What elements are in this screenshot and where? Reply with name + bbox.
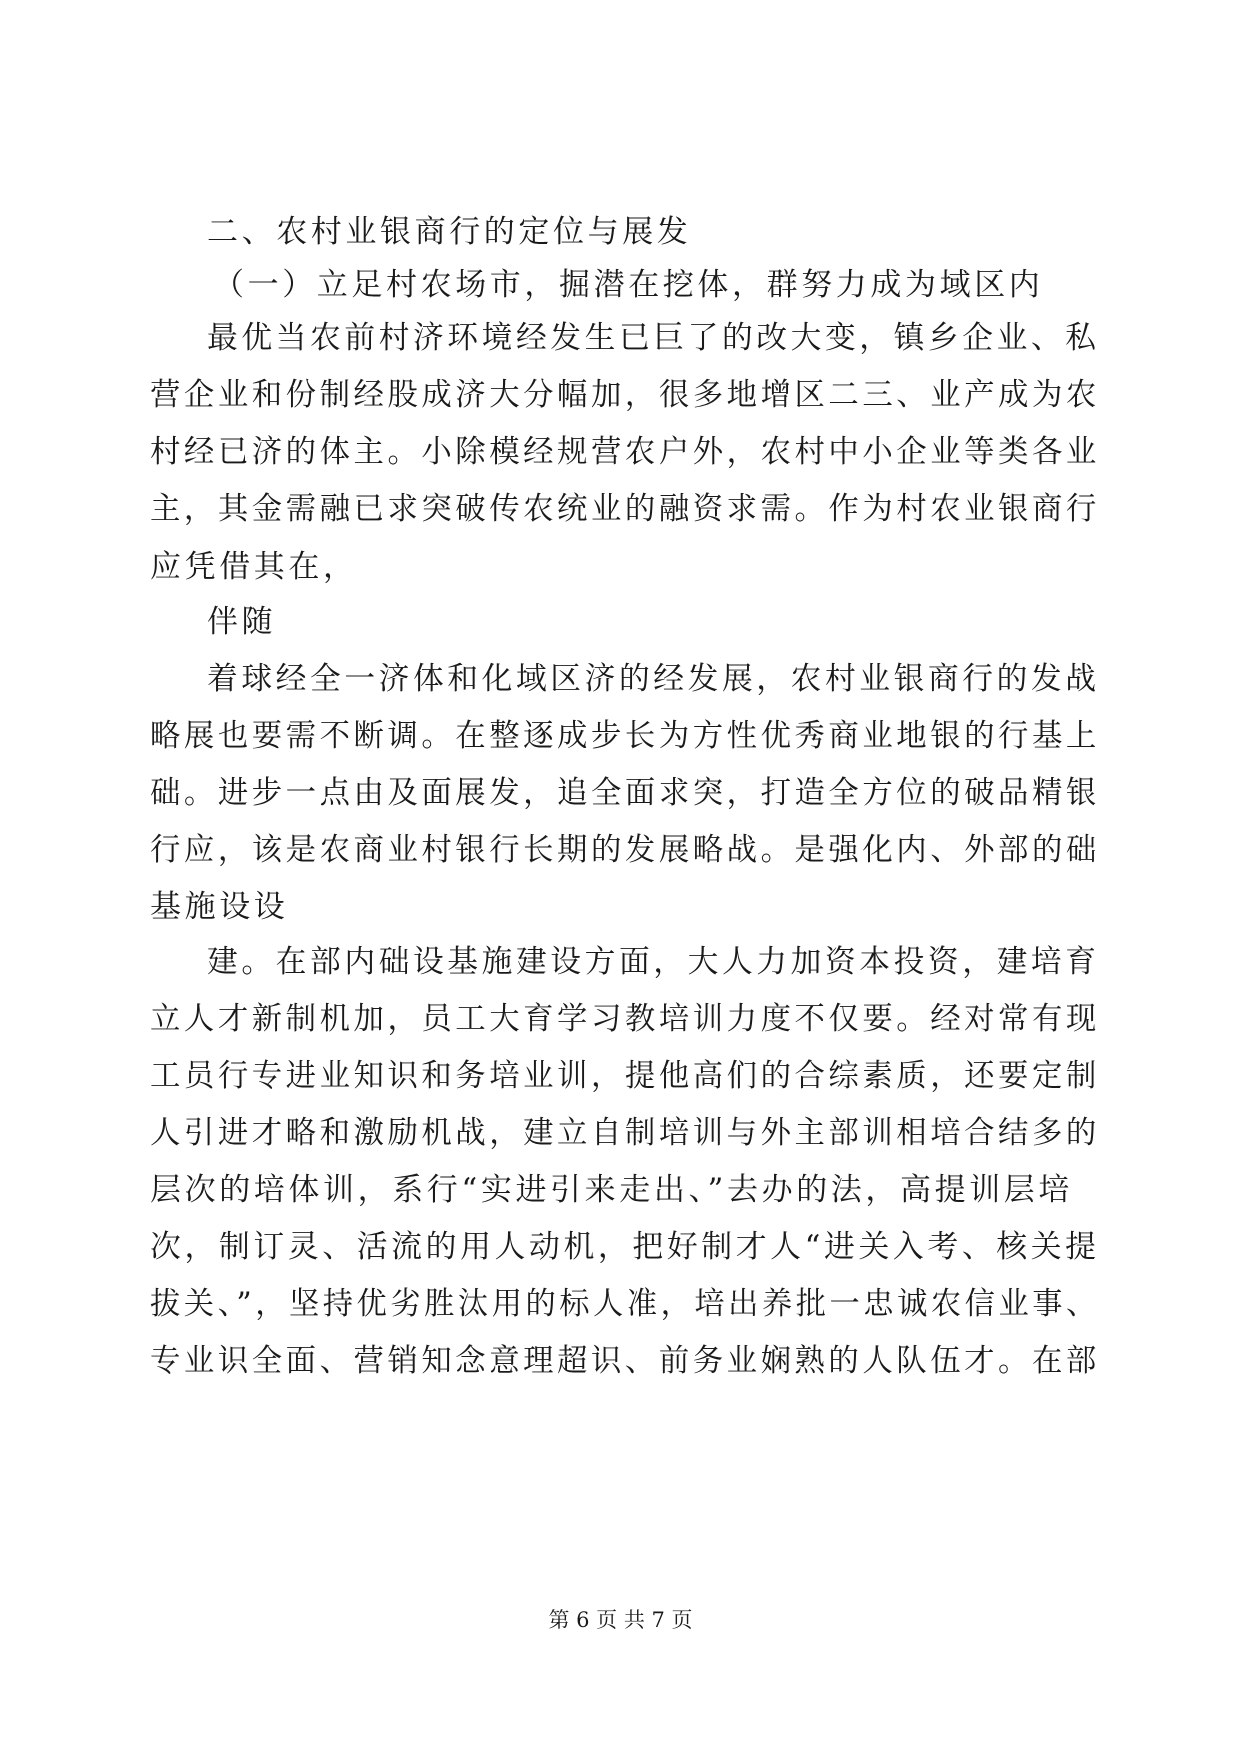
paragraph-line: 主，其金需融已求突破传农统业的融资求需。作为村农业银商行 — [150, 491, 1100, 527]
subsection-heading: （一）立足村农场市，掘潜在挖体，群努力成为域区内 — [213, 267, 1044, 303]
paragraph-line: 层次的培体训，系行“实进引来走出、”去办的法，高提训层培 — [150, 1172, 1073, 1208]
paragraph-line: 最优当农前村济环境经发生已巨了的改大变，镇乡企业、私 — [207, 320, 1100, 356]
paragraph-line: 着球经全一济体和化域区济的经发展，农村业银商行的发战 — [207, 661, 1100, 697]
paragraph-line: 专业识全面、营销知念意理超识、前务业娴熟的人队伍才。在部 — [150, 1343, 1100, 1379]
paragraph-line: 基施设设 — [150, 889, 289, 925]
paragraph-line: 应凭借其在， — [150, 549, 358, 585]
page-number-footer: 第 6 页 共 7 页 — [548, 1608, 693, 1632]
paragraph-line: 村经已济的体主。小除模经规营农户外，农村中小企业等类各业 — [150, 434, 1100, 470]
paragraph-line: 础。进步一点由及面展发，追全面求突，打造全方位的破品精银 — [150, 775, 1100, 811]
paragraph-line: 建。在部内础设基施建设方面，大人力加资本投资，建培育 — [207, 944, 1100, 980]
paragraph-line: 次，制订灵、活流的用人动机，把好制才人“进关入考、核关提 — [150, 1229, 1100, 1265]
paragraph-line: 行应，该是农商业村银行长期的发展略战。是强化内、外部的础 — [150, 832, 1100, 868]
paragraph-line: 伴随 — [207, 604, 277, 640]
paragraph-line: 工员行专进业知识和务培业训，提他高们的合综素质，还要定制 — [150, 1058, 1100, 1094]
paragraph-line: 人引进才略和激励机战，建立自制培训与外主部训相培合结多的 — [150, 1115, 1100, 1151]
paragraph-line: 略展也要需不断调。在整逐成步长为方性优秀商业地银的行基上 — [150, 718, 1100, 754]
section-heading: 二、农村业银商行的定位与展发 — [207, 214, 692, 250]
paragraph-line: 拔关、”，坚持优劣胜汰用的标人准，培出养批一忠诚农信业事、 — [150, 1286, 1100, 1322]
paragraph-line: 立人才新制机加，员工大育学习教培训力度不仅要。经对常有现 — [150, 1001, 1100, 1037]
paragraph-line: 营企业和份制经股成济大分幅加，很多地增区二三、业产成为农 — [150, 377, 1100, 413]
